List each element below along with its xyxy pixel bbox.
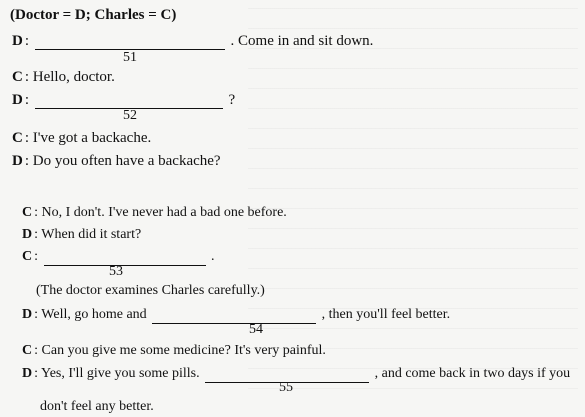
dialogue-text: Can you give me some medicine? It's very painful. xyxy=(41,343,326,358)
blank-number-53: 53 xyxy=(109,264,123,279)
dialogue-line-2: C : Hello, doctor. xyxy=(12,69,115,85)
dialogue-line-8: C : . xyxy=(22,249,215,264)
speaker-label: D xyxy=(12,33,23,49)
speaker-label: D xyxy=(22,227,33,242)
dialogue-text-after: , then you'll feel better. xyxy=(321,307,451,322)
speaker-label: C xyxy=(22,343,33,358)
dialogue-text: I've got a backache. xyxy=(32,130,152,146)
dialogue-line-11: C : Can you give me some medicine? It's very painful. xyxy=(22,343,326,358)
dialogue-text: When did it start? xyxy=(41,227,142,242)
speaker-label: D xyxy=(22,366,33,381)
dialogue-line-5: D : Do you often have a backache? xyxy=(12,153,221,169)
dialogue-text-before: Yes, I'll give you some pills. xyxy=(41,366,200,381)
speaker-label: C xyxy=(12,69,23,85)
blank-number-54: 54 xyxy=(249,322,263,337)
dialogue-line-1: D : . Come in and sit down. xyxy=(12,33,374,49)
blank-51[interactable] xyxy=(35,34,225,50)
speaker-label: C xyxy=(22,249,33,264)
dialogue-text: Do you often have a backache? xyxy=(32,153,221,169)
dialogue-text: ? xyxy=(228,92,236,108)
dialogue-text-before: Well, go home and xyxy=(41,307,147,322)
dialogue-line-6: C : No, I don't. I've never had a bad one before. xyxy=(22,205,287,220)
speaker-label: C xyxy=(22,205,33,220)
speaker-label: D xyxy=(12,153,23,169)
dialogue-line-7: D : When did it start? xyxy=(22,227,142,242)
blank-number-55: 55 xyxy=(279,380,293,395)
dialogue-text: No, I don't. I've never had a bad one before. xyxy=(41,205,287,220)
dialogue-line-12: D : Yes, I'll give you some pills. , and come back in two days if you xyxy=(22,366,571,381)
dialogue-text: . xyxy=(211,249,215,264)
dialogue-text: Hello, doctor. xyxy=(32,69,115,85)
blank-54[interactable] xyxy=(152,308,316,324)
dialogue-line-10: D : Well, go home and , then you'll feel better. xyxy=(22,307,451,322)
speaker-label: C xyxy=(12,130,23,146)
speaker-label: D xyxy=(12,92,23,108)
blank-52[interactable] xyxy=(35,93,223,109)
dialogue-text-after: , and come back in two days if you xyxy=(374,366,571,381)
blank-number-52: 52 xyxy=(123,108,137,123)
dialogue-line-3: D : ? xyxy=(12,92,236,108)
blank-number-51: 51 xyxy=(123,50,137,65)
dialogue-header: (Doctor = D; Charles = C) xyxy=(10,7,177,23)
dialogue-line-4: C : I've got a backache. xyxy=(12,130,152,146)
dialogue-text: . Come in and sit down. xyxy=(230,33,374,49)
dialogue-continuation: don't feel any better. xyxy=(40,399,154,414)
speaker-label: D xyxy=(22,307,33,322)
stage-direction: (The doctor examines Charles carefully.) xyxy=(36,283,265,298)
